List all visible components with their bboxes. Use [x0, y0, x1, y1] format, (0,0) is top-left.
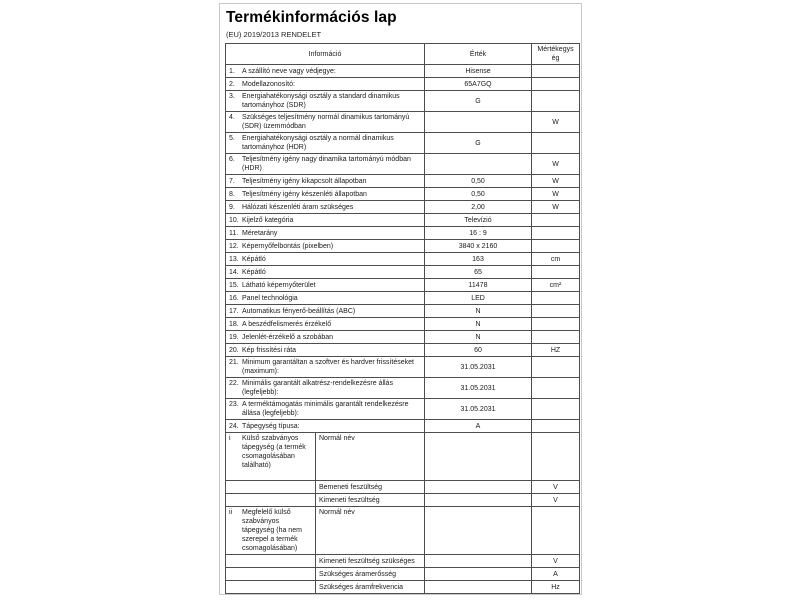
info-flex	[229, 190, 421, 199]
info-cell	[226, 78, 425, 91]
value-cell: G	[425, 91, 532, 112]
row-number: 16.	[229, 294, 239, 302]
value-cell: LED	[425, 292, 532, 305]
unit-cell: cm²	[532, 279, 580, 292]
row-label: Megfelelő külső szabványos tápegység (ha nem szerepel a termék csomagolásában)	[242, 509, 302, 552]
row-number: 21.	[229, 359, 239, 366]
info-cell	[226, 133, 425, 154]
sub-label-cell: Normál név	[316, 507, 425, 555]
row-number: 6.	[229, 156, 235, 163]
info-flex	[229, 242, 421, 251]
row-number: 5.	[229, 135, 235, 142]
info-cell	[226, 154, 425, 175]
info-cell	[226, 201, 425, 214]
info-flex	[229, 422, 421, 431]
unit-cell	[532, 378, 580, 399]
info-flex	[229, 67, 421, 76]
value-cell: 31.05.2031	[425, 357, 532, 378]
row-label: Minimum garantáltan a szoftver és hardver frissítéseket (maximum):	[242, 359, 414, 375]
unit-cell: V	[532, 481, 580, 494]
row-label: Kép frissítési ráta	[242, 346, 297, 354]
info-cell	[226, 91, 425, 112]
unit-cell	[532, 65, 580, 78]
info-cell	[226, 305, 425, 318]
value-cell: 65	[425, 266, 532, 279]
info-cell	[226, 279, 425, 292]
header-value: Érték	[425, 44, 532, 65]
info-cell	[226, 253, 425, 266]
table-row	[226, 357, 580, 378]
unit-cell: cm	[532, 253, 580, 266]
row-label: Modellazonosító:	[242, 80, 295, 88]
row-label: Minimális garantált alkatrész-rendelkezésre állás (legfeljebb):	[242, 380, 393, 396]
table-row	[226, 568, 580, 581]
table-row	[226, 378, 580, 399]
unit-cell	[532, 214, 580, 227]
row-number: 20.	[229, 346, 239, 354]
table-row	[226, 555, 580, 568]
unit-cell: V	[532, 494, 580, 507]
value-cell	[425, 555, 532, 568]
row-label: A beszédfelismerés érzékelő	[242, 320, 332, 328]
info-cell	[226, 420, 425, 433]
unit-cell	[532, 266, 580, 279]
row-number: 2.	[229, 80, 235, 88]
unit-cell: A	[532, 568, 580, 581]
row-number: 8.	[229, 190, 235, 198]
unit-cell: W	[532, 154, 580, 175]
empty-cell	[226, 581, 316, 594]
table-row	[226, 214, 580, 227]
value-cell: Televízió	[425, 214, 532, 227]
row-number: 1.	[229, 67, 235, 75]
unit-cell	[532, 357, 580, 378]
table-row	[226, 494, 580, 507]
unit-cell	[532, 399, 580, 420]
sub-label-cell: Kimeneti feszültség	[316, 494, 425, 507]
value-cell: 16 : 9	[425, 227, 532, 240]
info-flex	[229, 216, 421, 225]
empty-cell	[226, 481, 316, 494]
row-number: 3.	[229, 93, 235, 100]
table-row	[226, 507, 580, 555]
row-number: ii	[229, 509, 233, 516]
table-row	[226, 318, 580, 331]
row-number: 4.	[229, 114, 235, 121]
table-row	[226, 65, 580, 78]
value-cell	[425, 154, 532, 175]
row-number: 13.	[229, 255, 239, 263]
row-label: Tápegység típusa:	[242, 422, 300, 430]
value-cell: 3840 x 2160	[425, 240, 532, 253]
row-number: 17.	[229, 307, 239, 315]
unit-cell	[532, 133, 580, 154]
info-flex	[229, 358, 421, 376]
row-label: Méretarány	[242, 229, 278, 237]
row-label: Energiahatékonysági osztály a normál dinamikus tartományhoz (HDR)	[242, 135, 394, 151]
row-label: Külső szabványos tápegység (a termék csomagolásában található)	[242, 435, 306, 469]
row-number: 15.	[229, 281, 239, 289]
table-row	[226, 91, 580, 112]
info-flex	[229, 320, 421, 329]
value-cell: N	[425, 318, 532, 331]
sub-label-cell: Bemeneti feszültség	[316, 481, 425, 494]
row-number: 9.	[229, 203, 235, 211]
table-row	[226, 112, 580, 133]
row-label: Teljesítmény igény kikapcsolt állapotban	[242, 177, 367, 185]
table-body	[226, 65, 580, 594]
value-cell	[425, 507, 532, 555]
info-flex	[229, 155, 421, 173]
info-flex	[229, 92, 421, 110]
info-cell	[226, 175, 425, 188]
info-flex	[229, 307, 421, 316]
sub-label-cell: Szükséges áramfrekvencia	[316, 581, 425, 594]
unit-cell	[532, 91, 580, 112]
value-cell	[425, 112, 532, 133]
row-number: 14.	[229, 268, 239, 276]
empty-cell	[226, 568, 316, 581]
table-row	[226, 279, 580, 292]
empty-cell	[226, 494, 316, 507]
row-number: 19.	[229, 333, 239, 341]
table-row	[226, 305, 580, 318]
info-cell	[226, 331, 425, 344]
row-number: 23.	[229, 401, 239, 408]
info-flex	[229, 508, 312, 553]
info-flex	[229, 80, 421, 89]
row-label: Hálózati készenléti áram szükséges	[242, 203, 354, 211]
info-cell	[226, 240, 425, 253]
table-row	[226, 175, 580, 188]
value-cell: 2,00	[425, 201, 532, 214]
unit-cell: W	[532, 112, 580, 133]
info-flex	[229, 333, 421, 342]
row-label: Kijelző kategória	[242, 216, 294, 224]
info-flex	[229, 255, 421, 264]
unit-cell	[532, 305, 580, 318]
unit-cell: W	[532, 188, 580, 201]
table-row	[226, 292, 580, 305]
table-row	[226, 133, 580, 154]
value-cell: G	[425, 133, 532, 154]
info-cell	[226, 292, 425, 305]
table-row	[226, 481, 580, 494]
info-cell	[226, 357, 425, 378]
row-label: Teljesítmény igény készenléti állapotban	[242, 190, 367, 198]
page-title: Termékinformációs lap	[226, 9, 397, 26]
value-cell: A	[425, 420, 532, 433]
sub-label-cell: Szükséges áramerősség	[316, 568, 425, 581]
unit-cell: V	[532, 555, 580, 568]
info-cell	[226, 344, 425, 357]
table-row	[226, 240, 580, 253]
info-cell	[226, 399, 425, 420]
info-flex	[229, 229, 421, 238]
unit-cell	[532, 318, 580, 331]
value-cell	[425, 481, 532, 494]
info-flex	[229, 400, 421, 418]
value-cell	[425, 581, 532, 594]
unit-cell	[532, 433, 580, 481]
row-label: Automatikus fényerő-beállítás (ABC)	[242, 307, 356, 315]
info-cell	[226, 266, 425, 279]
unit-cell: W	[532, 175, 580, 188]
info-flex	[229, 434, 312, 470]
header-row	[226, 44, 580, 65]
table-row	[226, 78, 580, 91]
table-row	[226, 581, 580, 594]
info-flex	[229, 268, 421, 277]
unit-cell	[532, 227, 580, 240]
info-cell	[226, 227, 425, 240]
table-row	[226, 154, 580, 175]
info-flex	[229, 346, 421, 355]
table-row	[226, 399, 580, 420]
value-cell: 0,50	[425, 175, 532, 188]
row-label: Jelenlét-érzékelő a szobában	[242, 333, 334, 341]
info-flex	[229, 134, 421, 152]
unit-cell: W	[532, 201, 580, 214]
row-label: Energiahatékonysági osztály a standard dinamikus tartományhoz (SDR)	[242, 93, 400, 109]
row-number: 18.	[229, 320, 239, 328]
value-cell: N	[425, 331, 532, 344]
unit-cell	[532, 240, 580, 253]
info-flex	[229, 113, 421, 131]
info-flex	[229, 281, 421, 290]
row-number: 24.	[229, 422, 239, 430]
regulation-subtitle: (EU) 2019/2013 RENDELET	[226, 30, 322, 39]
value-cell: 65A7GQ	[425, 78, 532, 91]
row-number: 22.	[229, 380, 239, 387]
unit-cell	[532, 331, 580, 344]
row-number: i	[229, 435, 231, 442]
info-flex	[229, 177, 421, 186]
table-row	[226, 331, 580, 344]
sub-label-cell: Normál név	[316, 433, 425, 481]
value-cell: 31.05.2031	[425, 378, 532, 399]
table-row	[226, 266, 580, 279]
value-cell: 0,50	[425, 188, 532, 201]
section-info-cell	[226, 433, 316, 481]
info-cell	[226, 65, 425, 78]
info-cell	[226, 378, 425, 399]
row-label: Látható képernyőterület	[242, 281, 316, 289]
info-cell	[226, 188, 425, 201]
row-number: 10.	[229, 216, 239, 224]
section-info-cell	[226, 507, 316, 555]
row-number: 7.	[229, 177, 235, 185]
unit-cell	[532, 420, 580, 433]
table-row	[226, 420, 580, 433]
unit-cell	[532, 507, 580, 555]
unit-cell: HZ	[532, 344, 580, 357]
unit-cell: Hz	[532, 581, 580, 594]
row-label: A szállító neve vagy védjegye:	[242, 67, 336, 75]
info-flex	[229, 379, 421, 397]
value-cell: 163	[425, 253, 532, 266]
row-label: Képernyőfelbontás (pixelben)	[242, 242, 334, 250]
value-cell: 31.05.2031	[425, 399, 532, 420]
value-cell: N	[425, 305, 532, 318]
header-unit: Mértékegység	[532, 44, 580, 65]
header-info: Információ	[226, 44, 425, 65]
row-number: 11.	[229, 229, 239, 237]
table-row	[226, 433, 580, 481]
info-flex	[229, 203, 421, 212]
table-row	[226, 253, 580, 266]
value-cell: 60	[425, 344, 532, 357]
sub-label-cell: Kimeneti feszültség szükséges	[316, 555, 425, 568]
row-label: Szükséges teljesítmény normál dinamikus tartományú (SDR) üzemmódban	[242, 114, 410, 130]
table-row	[226, 344, 580, 357]
value-cell: Hisense	[425, 65, 532, 78]
row-label: Képátló	[242, 255, 266, 263]
product-info-table	[225, 43, 580, 594]
row-number: 12.	[229, 242, 239, 250]
unit-cell	[532, 292, 580, 305]
value-cell: 11478	[425, 279, 532, 292]
info-cell	[226, 318, 425, 331]
table-row	[226, 227, 580, 240]
row-label: A terméktámogatás minimális garantált rendelkezésre állása (legfeljebb):	[242, 401, 409, 417]
product-info-sheet	[219, 3, 582, 595]
row-label: Teljesítmény igény nagy dinamika tartományú módban (HDR)	[242, 156, 411, 172]
table-row	[226, 201, 580, 214]
info-cell	[226, 112, 425, 133]
row-label: Képátló	[242, 268, 266, 276]
value-cell	[425, 433, 532, 481]
info-flex	[229, 294, 421, 303]
unit-cell	[532, 78, 580, 91]
table-row	[226, 188, 580, 201]
row-label: Panel technológia	[242, 294, 298, 302]
value-cell	[425, 494, 532, 507]
value-cell	[425, 568, 532, 581]
info-cell	[226, 214, 425, 227]
empty-cell	[226, 555, 316, 568]
